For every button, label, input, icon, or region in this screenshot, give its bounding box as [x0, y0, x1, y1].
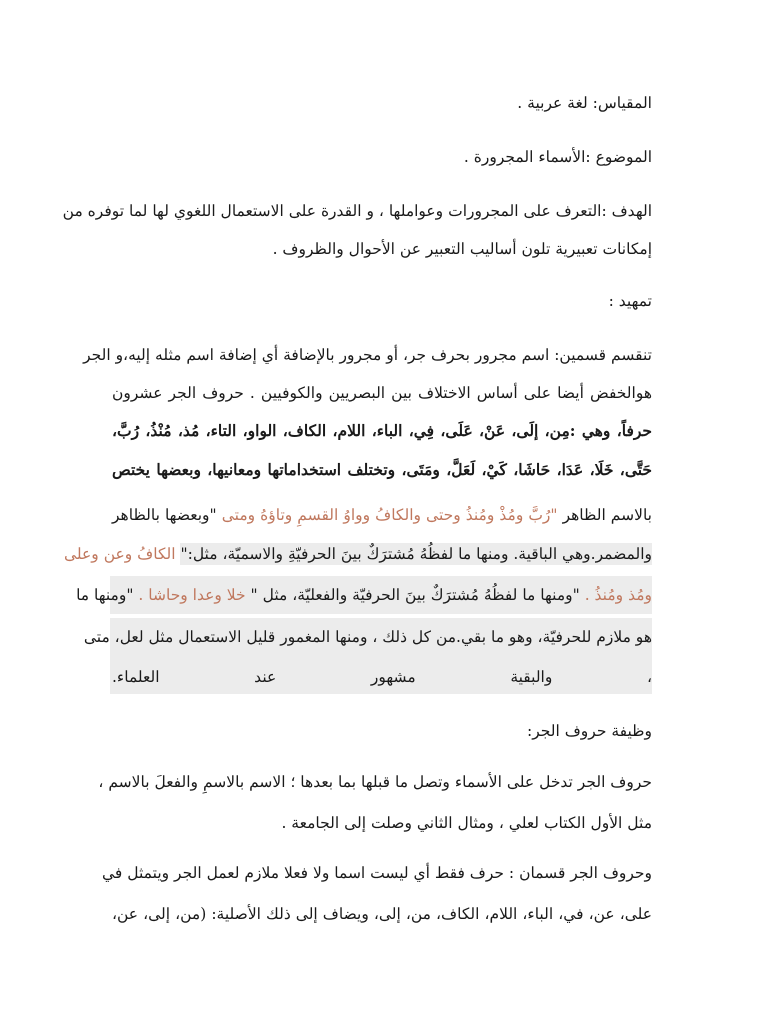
goal-line-1: الهدف :التعرف على المجرورات وعواملها ، و القدرة على الاستعمال اللغوي لها لما توفره من: [62, 202, 652, 220]
intro-line-7-accent-2: خلا وعدا وحاشا .: [138, 586, 251, 604]
subject-line: المقياس: لغة عربية .: [517, 94, 652, 112]
intro-line-6-start: والمضمر.وهي الباقية. ومنها ما لفظُهُ مُشترَكٌ بينَ الحرفيّةِ والاسميّة، مثل:": [180, 545, 652, 563]
intro-line-3: حرفاً، وهي :مِن، إلَى، عَنْ، عَلَى، فِي، الباء، اللام، الكاف، الواو، التاء، مُذ، مُنْذُ، رُبَّ،: [112, 421, 652, 440]
topic-line: الموضوع :الأسماء المجرورة .: [463, 148, 652, 166]
document-page: [62, 0, 652, 1024]
intro-line-7: [76, 584, 652, 606]
intro-line-5-start: بالاسم الظاهر: [557, 506, 652, 524]
goal-line-2: إمكانات تعبيرية تلون أساليب التعبير عن الأحوال والظروف .: [272, 240, 652, 258]
intro-line-7-middle: "ومنها ما لفظُهُ مُشترَكٌ بينَ الحرفيّة والفعليّة، مثل ": [250, 586, 585, 604]
intro-line-7-accent-1: ومُذ ومُنذُ .: [584, 586, 652, 604]
function-line-2: مثل الأول الكتاب لعلي ، ومثال الثاني وصلت إلى الجامعة .: [281, 814, 652, 832]
intro-line-2: هوالخفض أيضا على أساس الاختلاف بين البصريين والكوفيين . حروف الجر عشرون: [112, 384, 652, 402]
intro-heading: تمهيد :: [608, 292, 652, 310]
intro-line-4: [112, 459, 652, 481]
intro-line-5: [112, 504, 652, 526]
intro-line-6: [63, 543, 652, 565]
intro-line-7-end: "ومنها ما: [76, 586, 139, 604]
intro-line-6-accent: الكافُ وعن وعلى: [63, 545, 181, 563]
function-heading: وظيفة حروف الجر:: [527, 722, 652, 740]
intro-line-1: تنقسم قسمين: اسم مجرور بحرف جر، أو مجرور بالإضافة أي إضافة اسم مثله إليه،و الجر: [83, 346, 652, 364]
types-line-2: على، عن، في، الباء، اللام، الكاف، من، إلى، ويضاف إلى ذلك الأصلية: (من، إلى، عن،: [112, 905, 652, 923]
intro-line-8: هو ملازم للحرفيّة، وهو ما بقي.من كل ذلك ، ومنها المغمور قليل الاستعمال مثل لعل، متى: [83, 628, 652, 646]
intro-line-4-text: حَتَّى، خَلَا، عَدَا، حَاشَا، كَيْ، لَعَلَّ، ومَتَى، وتختلف استخداماتها ومعانيها، وبعضها يختص: [112, 460, 652, 479]
intro-line-9: ، والبقية مشهور عند العلماء.: [112, 668, 652, 686]
intro-line-5-end: "وبعضها بالظاهر: [112, 506, 222, 524]
function-line-1: حروف الجر تدخل على الأسماء وتصل ما قبلها بما بعدها ؛ الاسم بالاسمِ والفعلَ بالاسم ،: [98, 773, 652, 791]
intro-line-5-accent: "رُبَّ ومُذْ ومُنذُ وحتى والكافُ وواوُ القسمِ وتاؤهُ ومتى: [221, 506, 558, 524]
types-line-1: وحروف الجر قسمان : حرف فقط أي ليست اسما ولا فعلا ملازم لعمل الجر ويتمثل في: [102, 864, 652, 882]
